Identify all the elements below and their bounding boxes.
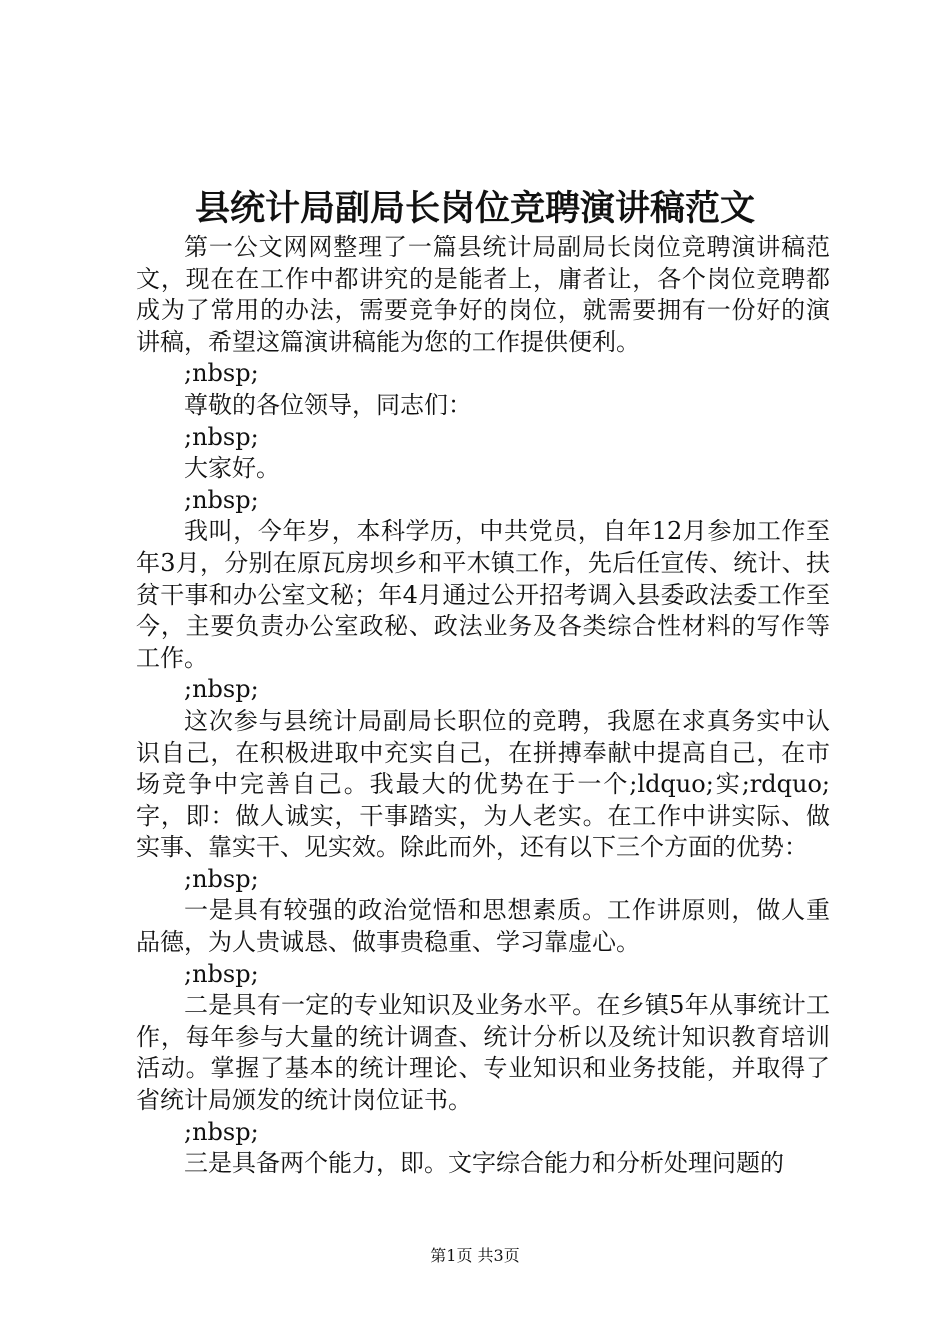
paragraph: 二是具有一定的专业知识及业务水平。在乡镇5年从事统计工作，每年参与大量的统计调查、统计分析以及统计知识教育培训活动。掌握了基本的统计理论、专业知识和业务技能，并取得了省统计局颁发的统计岗位证书。 — [136, 991, 830, 1115]
paragraph: 尊敬的各位领导，同志们： — [184, 390, 472, 419]
page-footer: 第1页 共3页 — [430, 1246, 520, 1265]
paragraph: ;nbsp; — [184, 675, 259, 704]
document-title: 县统计局副局长岗位竞聘演讲稿范文 — [194, 188, 755, 229]
paragraph: 这次参与县统计局副局长职位的竞聘，我愿在求真务实中认识自己，在积极进取中充实自己，在拼搏奉献中提高自己，在市场竞争中完善自己。我最大的优势在于一个;ldquo;实;rdquo;字，即：做人诚实，干事踏实，为人老实。在工作中讲实际、做实事、靠实干、见实效。除此而外，还有以下三个方面的优势： — [136, 706, 830, 862]
paragraph: ;nbsp; — [184, 359, 259, 388]
paragraph: 我叫，今年岁，本科学历，中共党员，自年12月参加工作至年3月，分别在原瓦房坝乡和平木镇工作，先后任宣传、统计、扶贫干事和办公室文秘；年4月通过公开招考调入县委政法委工作至今，主要负责办公室政秘、政法业务及各类综合性材料的写作等工作。 — [136, 517, 830, 672]
paragraph: ;nbsp; — [184, 1117, 259, 1146]
paragraph: ;nbsp; — [184, 959, 259, 988]
paragraph: 第一公文网网整理了一篇县统计局副局长岗位竞聘演讲稿范文，现在在工作中都讲究的是能者上，庸者让，各个岗位竞聘都成为了常用的办法，需要竞争好的岗位，就需要拥有一份好的演讲稿，希望这篇演讲稿能为您的工作提供便利。 — [136, 233, 830, 356]
paragraph: 大家好。 — [184, 454, 280, 483]
paragraph: 三是具备两个能力，即。文字综合能力和分析处理问题的 — [184, 1149, 784, 1178]
document-body — [136, 232, 830, 1180]
paragraph: ;nbsp; — [184, 485, 259, 514]
paragraph: ;nbsp; — [184, 864, 259, 893]
paragraph: ;nbsp; — [184, 422, 259, 451]
paragraph: 一是具有较强的政治觉悟和思想素质。工作讲原则，做人重品德，为人贵诚恳、做事贵稳重、学习靠虚心。 — [136, 896, 830, 957]
